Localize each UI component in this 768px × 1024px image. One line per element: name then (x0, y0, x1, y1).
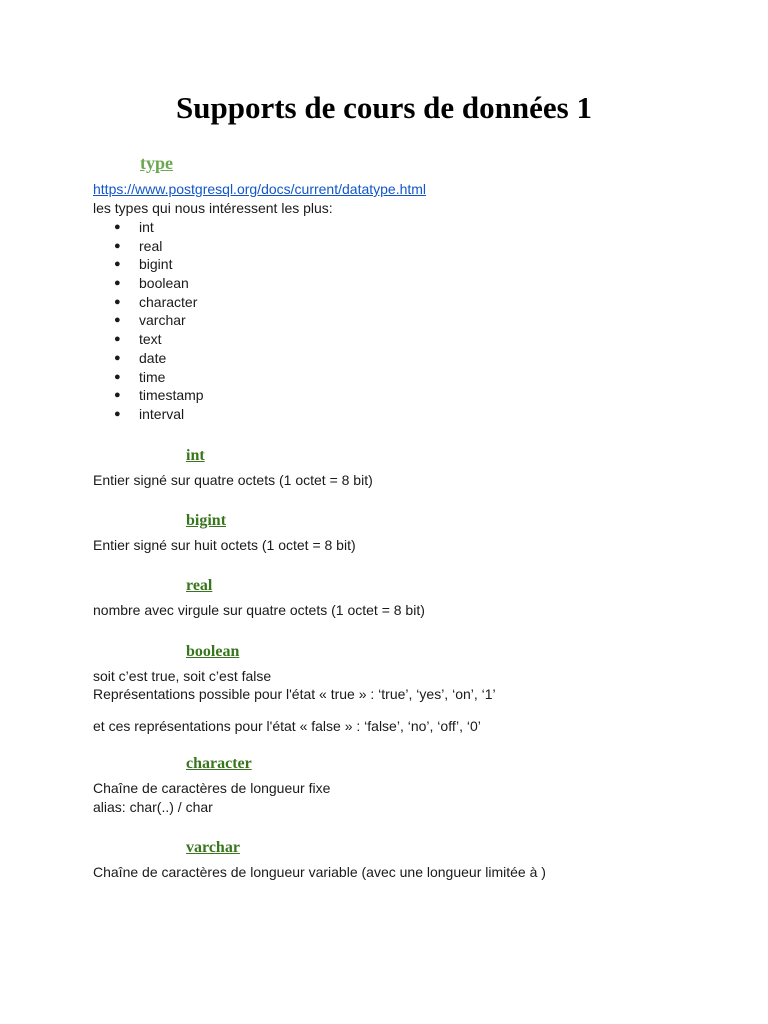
page-title: Supports de cours de données 1 (176, 90, 592, 125)
varchar-description: Chaîne de caractères de longueur variable (avec une longueur limitée à ) (93, 864, 546, 880)
list-item (93, 330, 204, 349)
bullet-icon: ● (114, 314, 121, 327)
bullet-icon: ● (114, 351, 121, 364)
bullet-icon: ● (114, 295, 121, 308)
list-item (93, 237, 204, 256)
list-item-label: int (139, 219, 154, 235)
bullet-icon: ● (114, 221, 121, 233)
boolean-true-representations: Représentations possible pour l'état « true » : ‘true’, ‘yes’, ‘on’, ‘1’ (93, 686, 496, 702)
heading-character: character (186, 755, 252, 772)
real-description: nombre avec virgule sur quatre octets (1 octet = 8 bit) (93, 602, 425, 618)
list-item (93, 386, 204, 405)
list-item-label: date (139, 349, 167, 366)
heading-bigint: bigint (186, 512, 227, 529)
list-item (93, 311, 204, 330)
list-item-label: time (139, 368, 166, 385)
types-intro-text: les types qui nous intéressent les plus: (93, 200, 333, 216)
heading-varchar: varchar (186, 839, 240, 856)
list-item-label: bigint (139, 256, 173, 273)
list-item-label: boolean (139, 275, 189, 292)
heading-boolean: boolean (186, 643, 240, 660)
bullet-icon: ● (114, 258, 121, 271)
list-item-label: text (139, 331, 162, 348)
bigint-description: Entier signé sur huit octets (1 octet = 8 bit) (93, 537, 356, 553)
list-item-label: character (139, 293, 198, 310)
heading-int: int (186, 447, 205, 464)
list-item (93, 274, 204, 293)
postgresql-datatype-link[interactable]: https://www.postgresql.org/docs/current/datatype.html (93, 181, 427, 197)
list-item (93, 349, 204, 368)
bullet-icon: ● (114, 389, 121, 402)
bullet-icon: ● (114, 370, 121, 383)
character-alias: alias: char(..) / char (93, 799, 213, 815)
heading-type: type (140, 153, 173, 173)
list-item (93, 255, 204, 274)
types-list (93, 218, 204, 424)
boolean-false-representations: et ces représentations pour l'état « false » : ‘false’, ‘no’, ‘off’, ‘0’ (93, 718, 481, 734)
int-description: Entier signé sur quatre octets (1 octet = 8 bit) (93, 472, 373, 488)
boolean-description: soit c’est true, soit c’est false (93, 668, 272, 684)
bullet-icon: ● (114, 333, 121, 346)
list-item (93, 405, 204, 424)
character-description: Chaîne de caractères de longueur fixe (93, 780, 331, 796)
list-item-label: real (139, 237, 163, 254)
list-item (93, 293, 204, 312)
bullet-icon: ● (114, 277, 121, 290)
list-item-label: interval (139, 405, 185, 422)
bullet-icon: ● (114, 239, 121, 252)
list-item-label: varchar (139, 312, 186, 329)
list-item (93, 368, 204, 387)
heading-real: real (186, 577, 213, 594)
bullet-icon: ● (114, 407, 121, 420)
list-item-label: timestamp (139, 387, 204, 404)
list-item (93, 218, 204, 237)
